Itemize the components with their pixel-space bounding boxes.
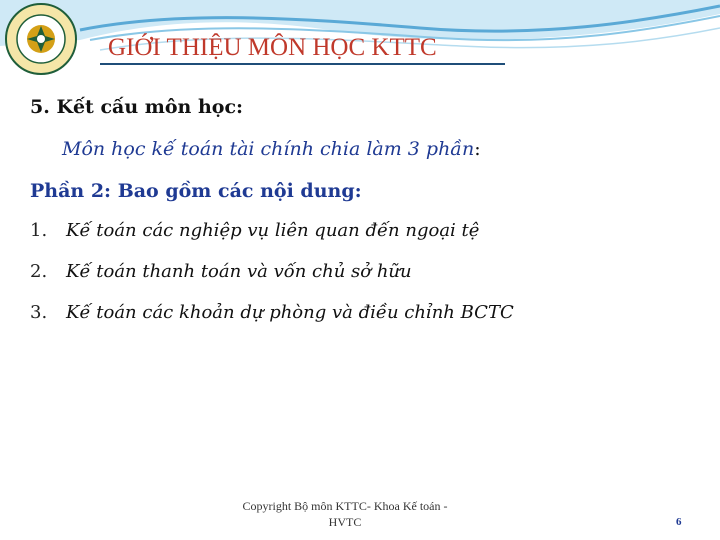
list-item (30, 220, 479, 241)
section-subheading (62, 138, 481, 160)
footer-line-1: Copyright Bộ môn KTTC- Khoa Kế toán - (242, 499, 448, 513)
footer-line-2: HVTC (328, 515, 362, 529)
list-item-text: Kế toán các nghiệp vụ liên quan đến ngoại tệ (66, 220, 480, 241)
title-underline (100, 63, 505, 65)
subheading-colon: : (474, 138, 481, 160)
academy-of-finance-logo (4, 2, 78, 76)
list-item (30, 302, 514, 323)
slide-title: GIỚI THIỆU MÔN HỌC KTTC (108, 34, 437, 61)
part-heading: Phần 2: Bao gồm các nội dung: (30, 180, 362, 202)
list-item-number: 1. (30, 220, 48, 241)
list-item (30, 261, 412, 282)
list-item-text: Kế toán thanh toán và vốn chủ sở hữu (66, 261, 412, 282)
list-item-number: 3. (30, 302, 48, 323)
list-item-number: 2. (30, 261, 48, 282)
footer-copyright (210, 498, 480, 530)
section-heading: 5. Kết cấu môn học: (30, 96, 244, 118)
list-item-text: Kế toán các khoản dự phòng và điều chỉnh BCTC (66, 302, 514, 323)
subheading-text: Môn học kế toán tài chính chia làm 3 phần (62, 138, 475, 160)
page-number: 6 (676, 516, 682, 528)
